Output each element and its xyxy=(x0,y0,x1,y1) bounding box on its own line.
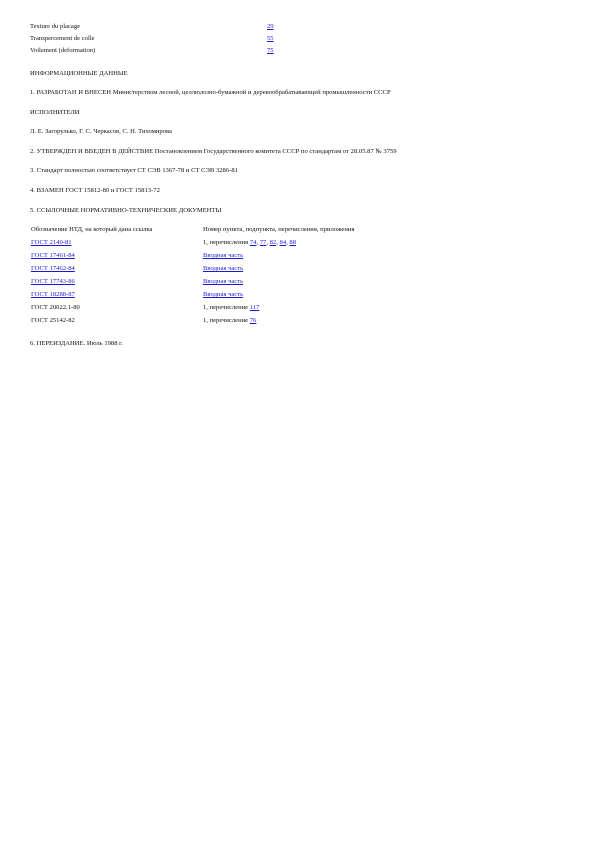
clause-cell: 1, перечисления 74, 77, 82, 84, 88 xyxy=(203,239,296,246)
table-header-row xyxy=(30,226,450,238)
doc-link[interactable]: ГОСТ 18288-87 xyxy=(31,291,75,298)
table-row xyxy=(30,317,450,329)
term-page-link[interactable]: 29 xyxy=(267,23,274,30)
clause-link[interactable]: 77 xyxy=(259,239,267,246)
term-row-2 xyxy=(30,35,290,45)
term-page-link[interactable]: 55 xyxy=(267,35,274,42)
term-name: Texture du placage xyxy=(30,23,81,30)
clause-link[interactable]: 74 xyxy=(249,239,257,246)
clause-link[interactable]: 84 xyxy=(279,239,287,246)
clause-link[interactable]: 88 xyxy=(289,239,296,246)
intro-part-link[interactable]: Вводная часть xyxy=(203,278,244,285)
term-page-link[interactable]: 75 xyxy=(267,47,274,54)
doc-designation: ГОСТ 20022.1-80 xyxy=(31,304,80,311)
clause-prefix: 1, перечисление xyxy=(203,317,250,324)
term-row-3 xyxy=(30,47,290,57)
intro-part-link[interactable]: Вводная часть xyxy=(203,252,244,259)
doc-link[interactable]: ГОСТ 17461-84 xyxy=(31,252,75,259)
term-row-1 xyxy=(30,23,290,33)
doc-designation: ГОСТ 25142-82 xyxy=(31,317,75,324)
executors-heading: ИСПОЛНИТЕЛИ xyxy=(30,109,80,116)
doc-link[interactable]: ГОСТ 17462-84 xyxy=(31,265,75,272)
table-header-clause: Номер пункта, подпункта, перечисления, приложения xyxy=(203,226,355,233)
doc-link[interactable]: ГОСТ 17743-86 xyxy=(31,278,75,285)
item-replaces: 4. ВЗАМЕН ГОСТ 15812-80 и ГОСТ 15813-72 xyxy=(30,187,160,194)
item-developed-by: 1. РАЗРАБОТАН И ВНЕСЕН Министерством лесной, целлюлозно-бумажной и деревообрабатывающей промышленности СССР xyxy=(30,89,391,96)
table-row xyxy=(30,291,450,303)
clause-prefix: 1, перечисление xyxy=(203,304,250,311)
table-header-designation: Обозначение НТД, на который дана ссылка xyxy=(31,226,153,233)
table-row xyxy=(30,304,450,316)
intro-part-link[interactable]: Вводная часть xyxy=(203,265,244,272)
executors-list: Л. Е. Загорулько, Г. С. Черкасов, С. Н. Тихомирова xyxy=(30,128,172,135)
clause-link[interactable]: 117 xyxy=(249,304,260,311)
item-conformity: 3. Стандарт полностью соответствует СТ СЭВ 1367-78 и СТ СЭВ 3286-81 xyxy=(30,167,238,174)
clause-prefix: 1, перечисления xyxy=(203,239,250,246)
table-row xyxy=(30,265,450,277)
intro-part-link[interactable]: Вводная часть xyxy=(203,291,244,298)
item-reissue: 6. ПЕРЕИЗДАНИЕ. Июль 1988 г. xyxy=(30,340,123,347)
term-name: Voilement (deformation) xyxy=(30,47,96,54)
doc-link[interactable]: ГОСТ 2140-81 xyxy=(31,239,72,246)
item-references-heading: 5. ССЫЛОЧНЫЕ НОРМАТИВНО-ТЕХНИЧЕСКИЕ ДОКУМЕНТЫ xyxy=(30,207,222,214)
info-heading: ИНФОРМАЦИОННЫЕ ДАННЫЕ xyxy=(30,70,128,77)
table-row xyxy=(30,239,450,251)
clause-cell xyxy=(203,304,259,312)
item-approved: 2. УТВЕРЖДЕН И ВВЕДЕН В ДЕЙСТВИЕ Постановлением Государственного комитета СССР по стандартам от 28.05.87 № 3759 xyxy=(30,148,397,155)
clause-link[interactable]: 82 xyxy=(269,239,277,246)
clause-link[interactable]: 76 xyxy=(249,317,257,324)
term-name: Transpercement de colle xyxy=(30,35,95,42)
table-row xyxy=(30,278,450,290)
clause-cell xyxy=(203,317,256,325)
table-row xyxy=(30,252,450,264)
